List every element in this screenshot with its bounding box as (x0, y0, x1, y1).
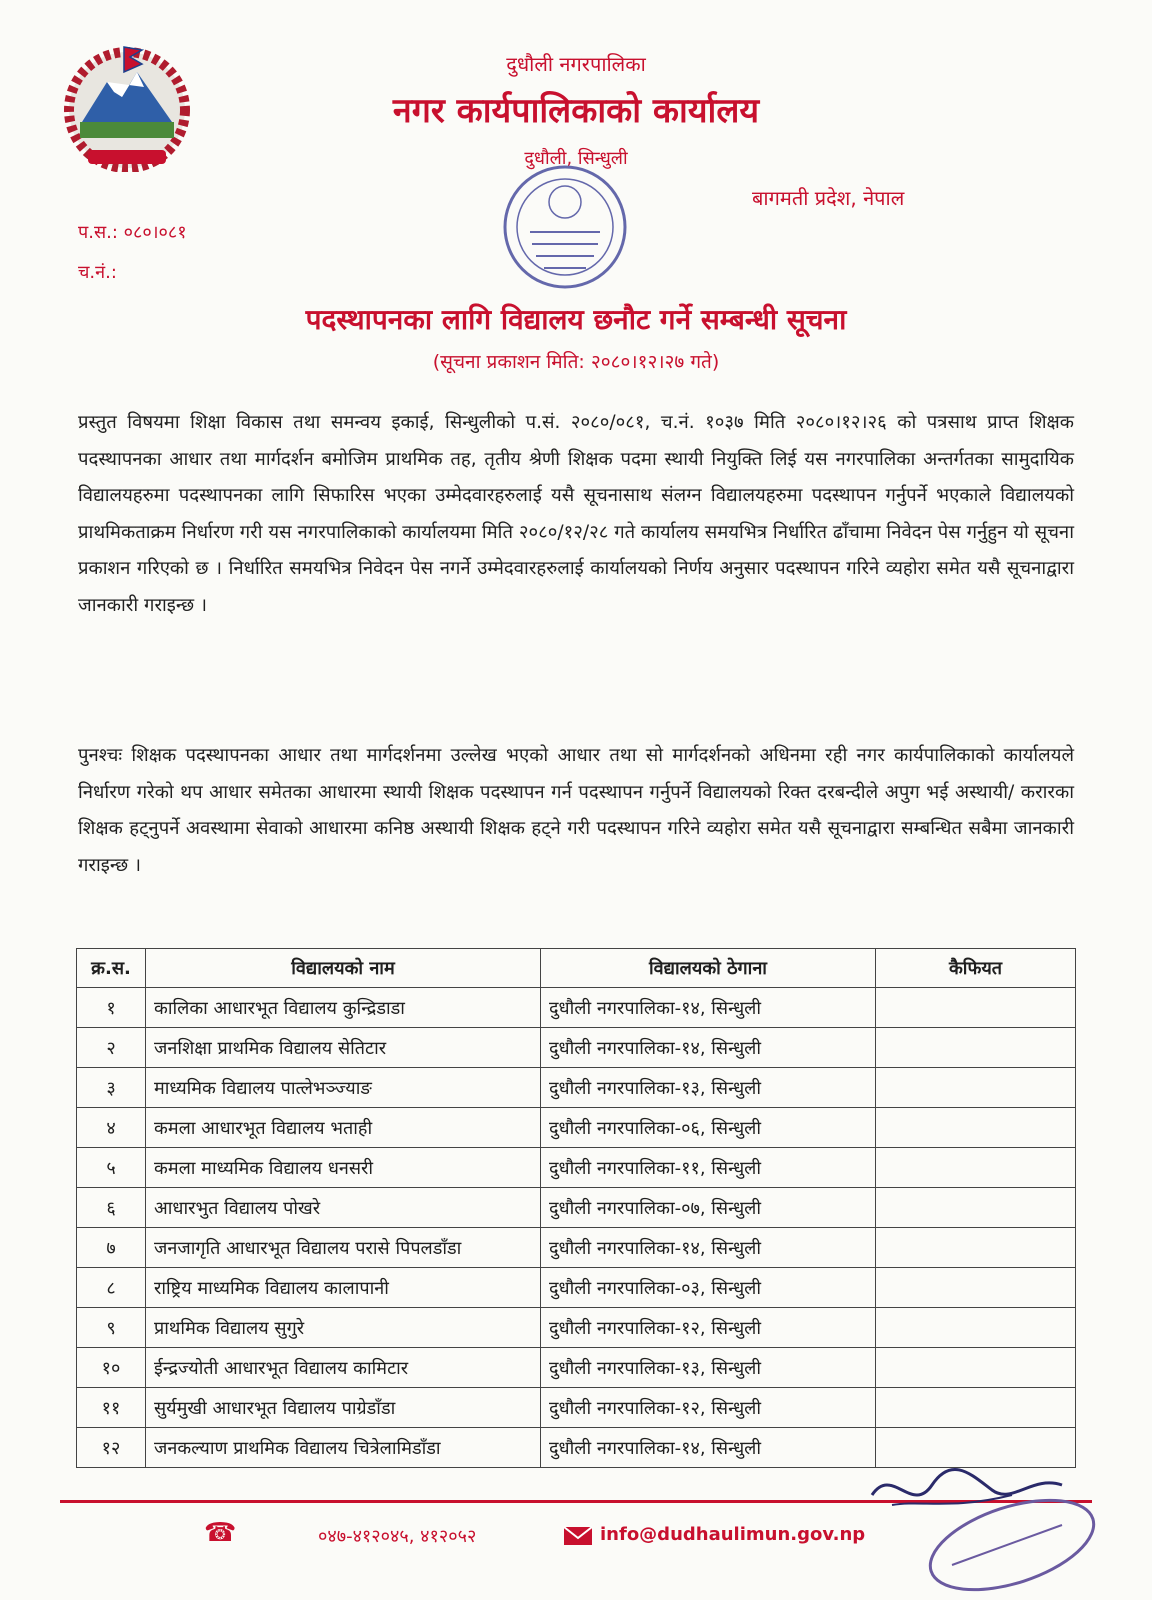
cell-school-address: दुधौली नगरपालिका-०६, सिन्धुली (541, 1108, 876, 1148)
cell-school-name: कालिका आधारभूत विद्यालय कुन्द्रिडाडा (146, 988, 541, 1028)
cell-remarks (876, 1188, 1076, 1228)
cell-sn: ११ (77, 1388, 146, 1428)
table-row (77, 1068, 1076, 1108)
office-place: दुधौली, सिन्धुली (524, 148, 628, 169)
cell-remarks (876, 988, 1076, 1028)
telephone-icon: ☎ (204, 1518, 237, 1548)
cell-school-address: दुधौली नगरपालिका-१३, सिन्धुली (541, 1068, 876, 1108)
municipality-name: दुधौली नगरपालिका (506, 52, 646, 76)
cell-remarks (876, 1108, 1076, 1148)
cell-school-name: जनकल्याण प्राथमिक विद्यालय चित्रेलामिडाँडा (146, 1428, 541, 1468)
cell-sn: ७ (77, 1228, 146, 1268)
cell-remarks (876, 1348, 1076, 1388)
table-row (77, 1148, 1076, 1188)
cell-sn: ४ (77, 1108, 146, 1148)
cell-school-address: दुधौली नगरपालिका-१३, सिन्धुली (541, 1348, 876, 1388)
cell-school-address: दुधौली नगरपालिका-०३, सिन्धुली (541, 1268, 876, 1308)
cell-school-name: माध्यमिक विद्यालय पात्लेभञ्ज्याङ (146, 1068, 541, 1108)
table-row (77, 1108, 1076, 1148)
cell-school-name: आधारभुत विद्यालय पोखरे (146, 1188, 541, 1228)
province-text: बागमती प्रदेश, नेपाल (752, 186, 905, 210)
header-school-name: विद्यालयको नाम (146, 949, 541, 988)
cell-school-address: दुधौली नगरपालिका-१४, सिन्धुली (541, 1428, 876, 1468)
cell-school-address: दुधौली नगरपालिका-१२, सिन्धुली (541, 1388, 876, 1428)
cell-school-address: दुधौली नगरपालिका-१२, सिन्धुली (541, 1308, 876, 1348)
cell-sn: ६ (77, 1188, 146, 1228)
notice-title: पदस्थापनका लागि विद्यालय छनौट गर्ने सम्बन्धी सूचना (305, 303, 847, 336)
cell-school-name: सुर्यमुखी आधारभूत विद्यालय पाग्रेडाँडा (146, 1388, 541, 1428)
table-header-row (77, 949, 1076, 988)
cell-remarks (876, 1148, 1076, 1188)
cell-remarks (876, 1228, 1076, 1268)
notice-paragraph-2: पुनश्चः शिक्षक पदस्थापनका आधार तथा मार्गदर्शनमा उल्लेख भएको आधार तथा सो मार्गदर्शनको अधिनमा रही नगर कार्यपालिकाको कार्यालयले निर्धारण गरेको थप आधार समेतका आधारमा स्थायी शिक्षक पदस्थापन गर्न पदस्थापन गर्नुपर्ने विद्यालयको रिक्त दरबन्दीले अपुग भई अस्थायी/ करारका शिक्षक हट्नुपर्ने अवस्थामा सेवाको आधारमा कनिष्ठ अस्थायी शिक्षक हट्ने गरी पदस्थापन गरिने व्यहोरा समेत यसै सूचनाद्वारा सम्बन्धित सबैमा जानकारी गराइन्छ । (78, 745, 1074, 876)
signature-stamp (862, 1455, 1102, 1595)
cell-school-name: राष्ट्रिय माध्यमिक विद्यालय कालापानी (146, 1268, 541, 1308)
cell-school-name: कमला माध्यमिक विद्यालय धनसरी (146, 1148, 541, 1188)
cell-school-name: जनशिक्षा प्राथमिक विद्यालय सेतिटार (146, 1028, 541, 1068)
cell-sn: १ (77, 988, 146, 1028)
cell-sn: ९ (77, 1308, 146, 1348)
cell-remarks (876, 1028, 1076, 1068)
cell-school-address: दुधौली नगरपालिका-१४, सिन्धुली (541, 1228, 876, 1268)
cell-remarks (876, 1308, 1076, 1348)
table-row (77, 1348, 1076, 1388)
table-row (77, 1228, 1076, 1268)
cell-school-name: प्राथमिक विद्यालय सुगुरे (146, 1308, 541, 1348)
cell-school-name: जनजागृति आधारभूत विद्यालय परासे पिपलडाँडा (146, 1228, 541, 1268)
notice-date: (सूचना प्रकाशन मिति: २०८०।१२।२७ गते) (432, 351, 720, 373)
reference-cn: च.नं.: (78, 262, 117, 283)
table-row (77, 1308, 1076, 1348)
official-stamp (490, 162, 640, 292)
cell-school-address: दुधौली नगरपालिका-१४, सिन्धुली (541, 988, 876, 1028)
school-table (76, 948, 1076, 1468)
cell-school-address: दुधौली नगरपालिका-०७, सिन्धुली (541, 1188, 876, 1228)
table-row (77, 988, 1076, 1028)
footer-email[interactable]: info@dudhaulimun.gov.np (600, 1524, 866, 1545)
table-row (77, 1388, 1076, 1428)
table-row (77, 1188, 1076, 1228)
cell-school-name: कमला आधारभूत विद्यालय भताही (146, 1108, 541, 1148)
cell-school-name: ईन्द्रज्योती आधारभूत विद्यालय कामिटार (146, 1348, 541, 1388)
cell-sn: ५ (77, 1148, 146, 1188)
cell-remarks (876, 1068, 1076, 1108)
cell-sn: १२ (77, 1428, 146, 1468)
cell-remarks (876, 1268, 1076, 1308)
cell-school-address: दुधौली नगरपालिका-११, सिन्धुली (541, 1148, 876, 1188)
table-row (77, 1268, 1076, 1308)
cell-remarks (876, 1388, 1076, 1428)
header-remarks: कैफियत (876, 949, 1076, 988)
footer-phone: ०४७-४१२०४५, ४१२०५२ (318, 1526, 477, 1547)
cell-school-address: दुधौली नगरपालिका-१४, सिन्धुली (541, 1028, 876, 1068)
envelope-icon (563, 1526, 593, 1546)
cell-sn: ३ (77, 1068, 146, 1108)
cell-sn: १० (77, 1348, 146, 1388)
notice-paragraph-1: प्रस्तुत विषयमा शिक्षा विकास तथा समन्वय इकाई, सिन्धुलीको प.सं. २०८०/०८१, च.नं. १०३७ मिति २०८०।१२।२६ को पत्रसाथ प्राप्त शिक्षक पदस्थापनका आधार तथा मार्गदर्शन बमोजिम प्राथमिक तह, तृतीय श्रेणी शिक्षक पदमा स्थायी नियुक्ति लिई यस नगरपालिका अन्तर्गतका सामुदायिक विद्यालयहरुमा पदस्थापनका लागि सिफारिस भएका उम्मेदवारहरुलाई यसै सूचनासाथ संलग्न विद्यालयहरुमा पदस्थापन गर्नुपर्ने भएकाले विद्यालयको प्राथमिकताक्रम निर्धारण गरी यस नगरपालिकाको कार्यालयमा मिति २०८०/१२/२८ गते कार्यालय समयभित्र निर्धारित ढाँचामा निवेदन पेस गर्नुहुन यो सूचना प्रकाशन गरिएको छ । निर्धारित समयभित्र निवेदन पेस नगर्ने उम्मेदवारहरुलाई कार्यालयको निर्णय अनुसार पदस्थापन गरिने व्यहोरा समेत यसै सूचनाद्वारा जानकारी गराइन्छ । (78, 412, 1074, 616)
office-title: नगर कार्यपालिकाको कार्यालय (392, 91, 760, 131)
cell-sn: २ (77, 1028, 146, 1068)
cell-sn: ८ (77, 1268, 146, 1308)
header-sn: क्र.स. (77, 949, 146, 988)
reference-ps: प.स.: ०८०।०८१ (78, 222, 187, 243)
header-school-address: विद्यालयको ठेगाना (541, 949, 876, 988)
table-row (77, 1028, 1076, 1068)
